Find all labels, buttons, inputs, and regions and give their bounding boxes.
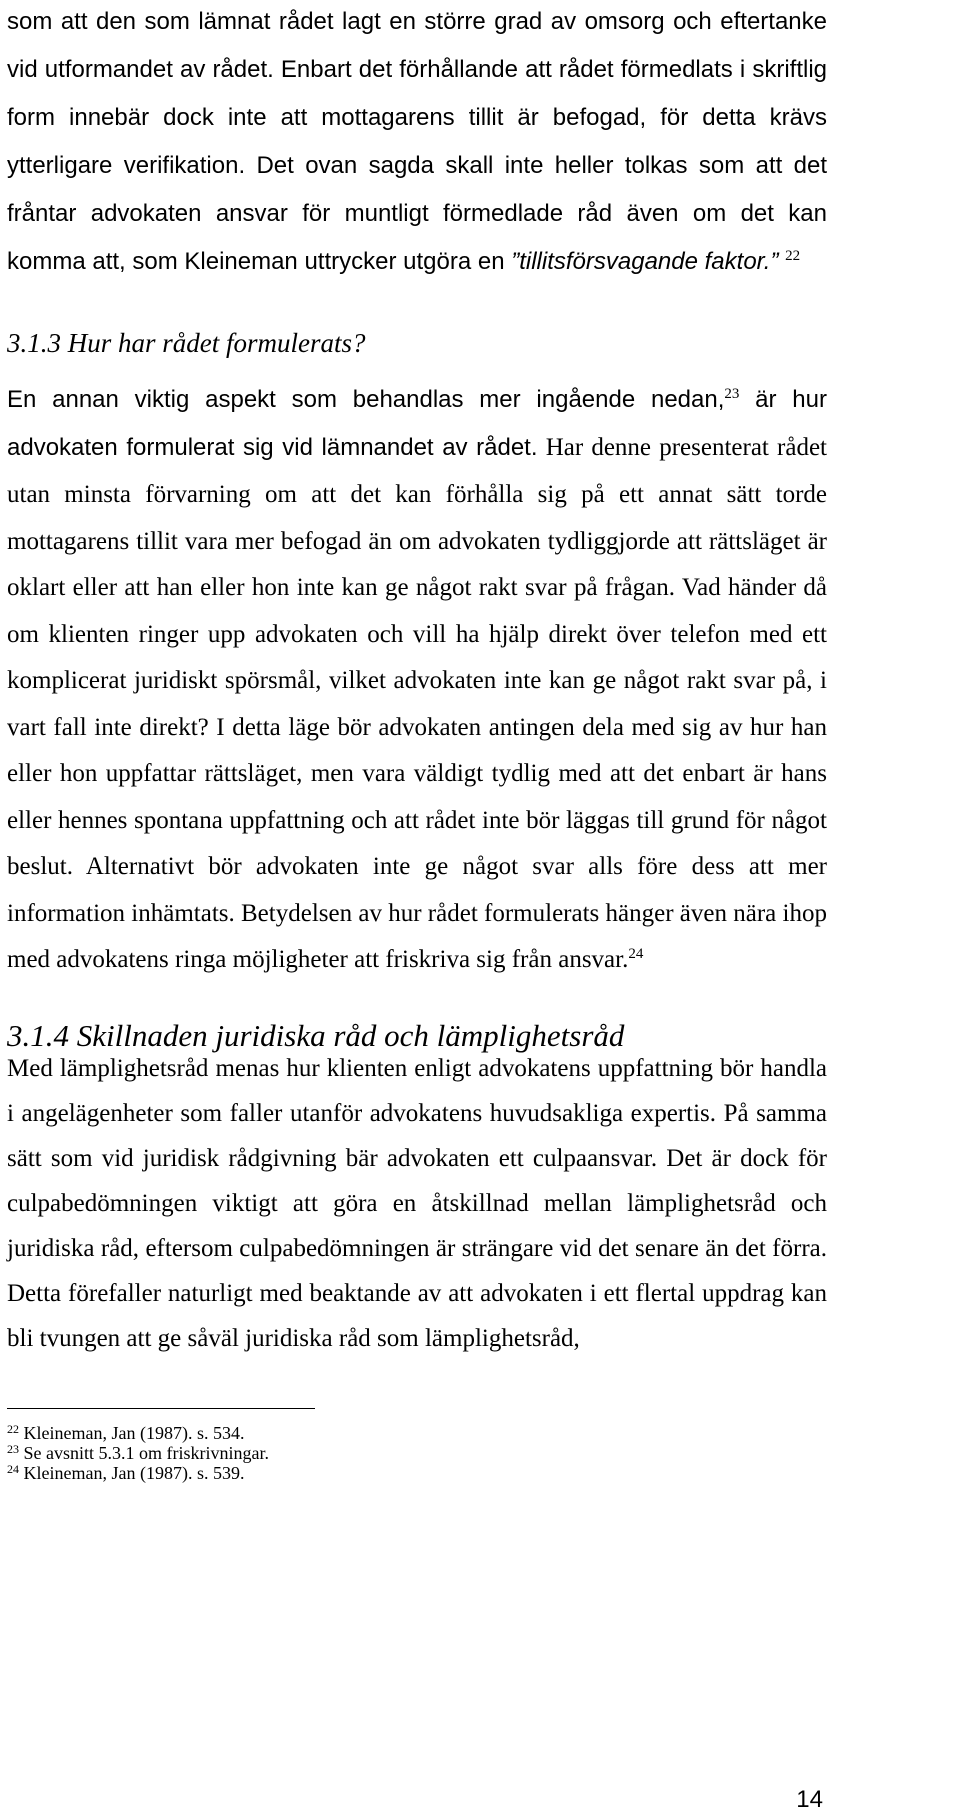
footnote-23 [7,1443,269,1463]
footnote-text: Kleineman, Jan (1987). s. 534. [23,1423,245,1443]
footnote-ref-22[interactable]: 22 [785,248,801,264]
quote-tillitsforsvagande: ”tillitsförsvagande faktor.” [511,248,779,275]
footnote-ref-24[interactable]: 24 [628,946,644,962]
heading-3-1-3: 3.1.3 Hur har rådet formulerats? [7,328,366,358]
paragraph-3: Med lämplighetsråd menas hur klienten enligt advokatens uppfattning bör handla i angelägenheter som faller utanför advokatens huvudsakliga expertis. På samma sätt som vid juridisk rådgivning bär advokaten ett culpaansvar. Det är dock för culpabedömningen viktigt att göra en åtskillnad mellan lämplighetsråd och juridiska råd, eftersom culpabedömningen är strängare vid det senare än det förra. Detta förefaller naturligt med beaktande av att advokaten i ett flertal uppdrag kan bli tvungen att ge såväl juridiska råd som lämplighetsråd, [7,1055,827,1352]
footnote-text: Se avsnitt 5.3.1 om friskrivningar. [23,1443,269,1463]
footnote-number: 23 [7,1442,19,1456]
paragraph-1 [7,0,827,286]
footnote-number: 24 [7,1462,19,1476]
footnote-divider [7,1408,315,1409]
footnotes [7,1423,269,1483]
footnote-text: Kleineman, Jan (1987). s. 539. [23,1463,245,1483]
footnote-24 [7,1463,269,1483]
paragraph-1-text: som att den som lämnat rådet lagt en större grad av omsorg och eftertanke vid utformandet av rådet. Enbart det förhållande att rådet förmedlats i skriftlig form innebär dock inte att mottagarens tillit är befogad, för detta krävs ytterligare verifikation. Det ovan sagda skall inte heller tolkas som att det fråntar advokaten ansvar för muntligt förmedlade råd även om det kan komma att, som Kleineman uttrycker utgöra en [7,8,827,275]
paragraph-2 [7,376,827,984]
paragraph-2-text-b: är hur advokaten formulerat sig vid lämnandet av rådet. [7,386,827,461]
footnote-number: 22 [7,1422,19,1436]
heading-3-1-4: 3.1.4 Skillnaden juridiska råd och lämplighetsråd [7,1018,625,1053]
footnote-ref-23[interactable]: 23 [724,386,740,402]
page-number: 14 [796,1786,823,1813]
footnote-22 [7,1423,269,1443]
paragraph-2-text-a: En annan viktig aspekt som behandlas mer ingående nedan, [7,386,725,413]
paragraph-2-text-c: Har denne presenterat rådet utan minsta förvarning om att det kan förhålla sig på ett annat sätt torde mottagarens tillit vara mer befogad än om advokaten tydliggjorde att rättsläget är oklart eller att han eller hon inte kan ge något rakt svar på frågan. Vad händer då om klienten ringer upp advokaten och vill ha hjälp direkt över telefon med ett komplicerat juridiskt spörsmål, vilket advokaten inte kan ge något rakt svar på, i vart fall inte direkt? I detta läge bör advokaten antingen dela med sig av hur han eller hon uppfattar rättsläget, men vara väldigt tydlig med att det enbart är hans eller hennes spontana uppfattning och att rådet inte bör läggas till grund för något beslut. Alternativt bör advokaten inte ge något svar alls före dess att mer information inhämtats. Betydelsen av hur rådet formulerats hänger även nära ihop med advokatens ringa möjligheter att friskriva sig från ansvar. [7,434,828,973]
